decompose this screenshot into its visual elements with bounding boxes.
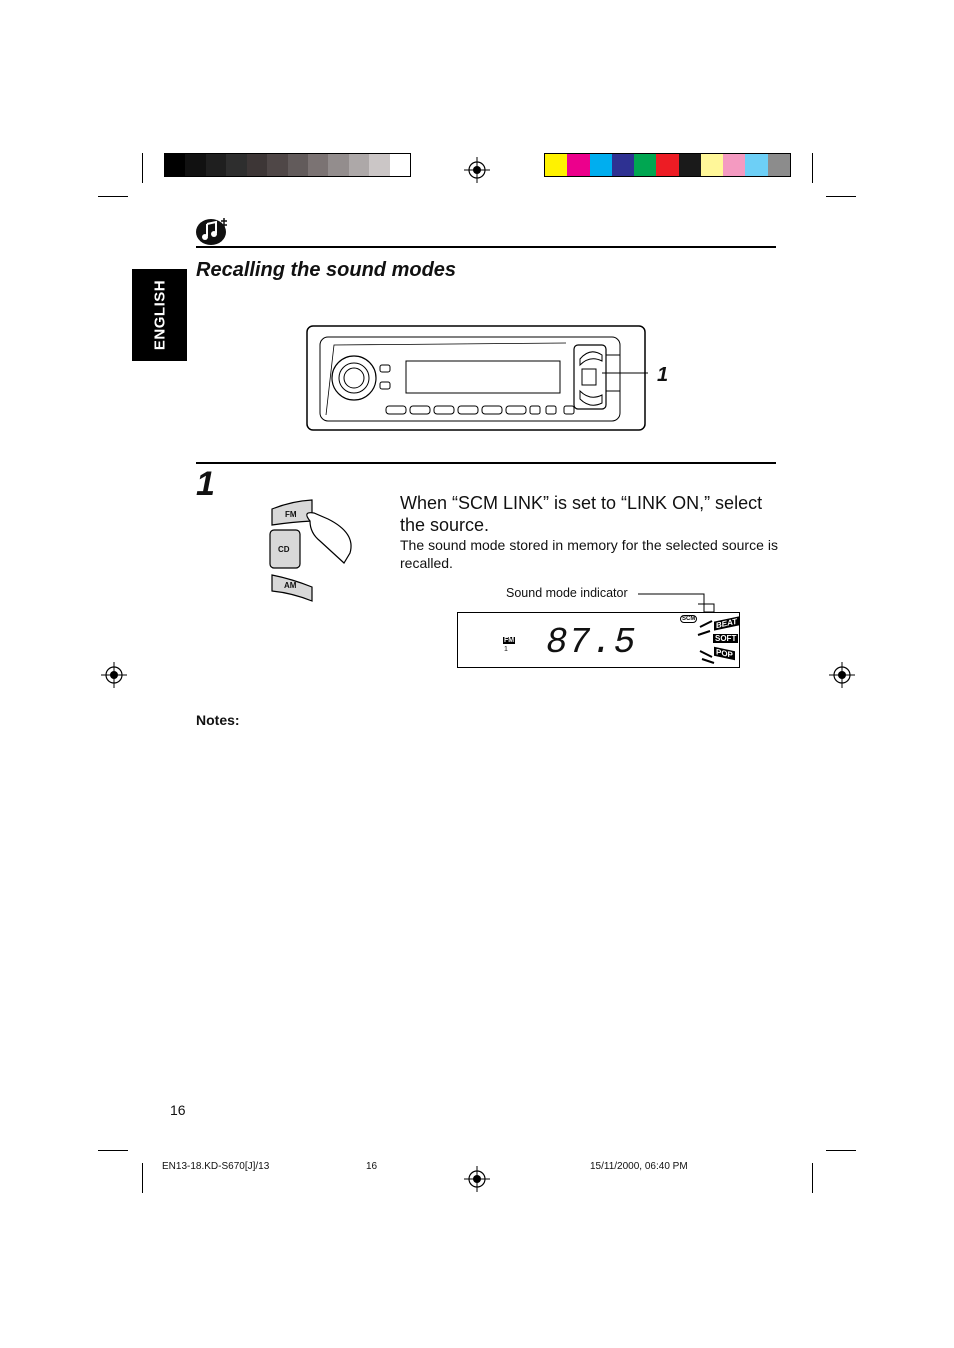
mode-beat: BEAT xyxy=(716,616,738,631)
color-swatch xyxy=(701,154,723,176)
crop-mark xyxy=(98,1150,128,1151)
gray-swatch xyxy=(328,154,348,176)
language-tab xyxy=(132,269,187,361)
preset-indicator: 1 xyxy=(504,646,508,653)
registration-mark-top xyxy=(464,157,490,183)
registration-mark-bottom xyxy=(464,1166,490,1192)
crop-mark xyxy=(98,196,128,197)
gray-swatch xyxy=(206,154,226,176)
crop-mark xyxy=(812,153,813,183)
registration-mark-left xyxy=(101,662,127,688)
grayscale-strip xyxy=(164,153,411,177)
section-rule-top xyxy=(196,246,776,248)
gray-swatch xyxy=(267,154,287,176)
cd-button-label: CD xyxy=(278,545,290,554)
color-swatch xyxy=(567,154,589,176)
head-unit-diagram xyxy=(306,325,648,433)
fm-button-label: FM xyxy=(285,510,297,519)
scm-indicator: SCM xyxy=(682,616,696,622)
am-button-label: AM xyxy=(284,581,297,590)
frequency-readout: 87.5 xyxy=(546,622,637,663)
color-swatch xyxy=(745,154,767,176)
color-swatch xyxy=(768,154,790,176)
color-swatch xyxy=(545,154,567,176)
section-rule-step xyxy=(196,462,776,464)
step-number: 1 xyxy=(196,465,215,503)
gray-swatch xyxy=(247,154,267,176)
crop-mark xyxy=(812,1163,813,1193)
crop-mark xyxy=(826,1150,856,1151)
footer-file: EN13-18.KD-S670[J]/13 xyxy=(162,1161,270,1172)
gray-swatch xyxy=(288,154,308,176)
gray-swatch xyxy=(308,154,328,176)
mode-pop: POP xyxy=(716,647,733,660)
sound-mode-indicator-label: Sound mode indicator xyxy=(506,586,628,600)
crop-mark xyxy=(826,196,856,197)
lcd-display xyxy=(457,612,740,668)
footer-datetime: 15/11/2000, 06:40 PM xyxy=(590,1161,688,1172)
source-buttons-illustration xyxy=(268,497,360,605)
mode-arc-segments xyxy=(696,615,716,665)
color-swatch xyxy=(590,154,612,176)
section-title: Recalling the sound modes xyxy=(196,259,457,281)
page-number: 16 xyxy=(170,1102,186,1118)
gray-swatch xyxy=(369,154,389,176)
notes-heading: Notes: xyxy=(196,712,240,728)
gray-swatch xyxy=(165,154,185,176)
color-swatch xyxy=(612,154,634,176)
color-strip xyxy=(544,153,791,177)
gray-swatch xyxy=(226,154,246,176)
diagram-callout: 1 xyxy=(657,364,669,386)
music-note-icon xyxy=(194,212,234,246)
color-swatch xyxy=(723,154,745,176)
color-swatch xyxy=(679,154,701,176)
step-detail: The sound mode stored in memory for the selected source is recalled. xyxy=(400,537,778,571)
mode-soft: SOFT xyxy=(715,634,737,643)
footer-page: 16 xyxy=(366,1161,378,1172)
band-indicator: FM xyxy=(504,637,515,644)
gray-swatch xyxy=(390,154,410,176)
crop-mark xyxy=(142,153,143,183)
gray-swatch xyxy=(185,154,205,176)
gray-swatch xyxy=(349,154,369,176)
step-instruction: When “SCM LINK” is set to “LINK ON,” select the source. xyxy=(400,493,763,535)
color-swatch xyxy=(634,154,656,176)
crop-mark xyxy=(142,1163,143,1193)
color-swatch xyxy=(656,154,678,176)
registration-mark-right xyxy=(829,662,855,688)
language-tab-label: ENGLISH xyxy=(151,279,168,351)
